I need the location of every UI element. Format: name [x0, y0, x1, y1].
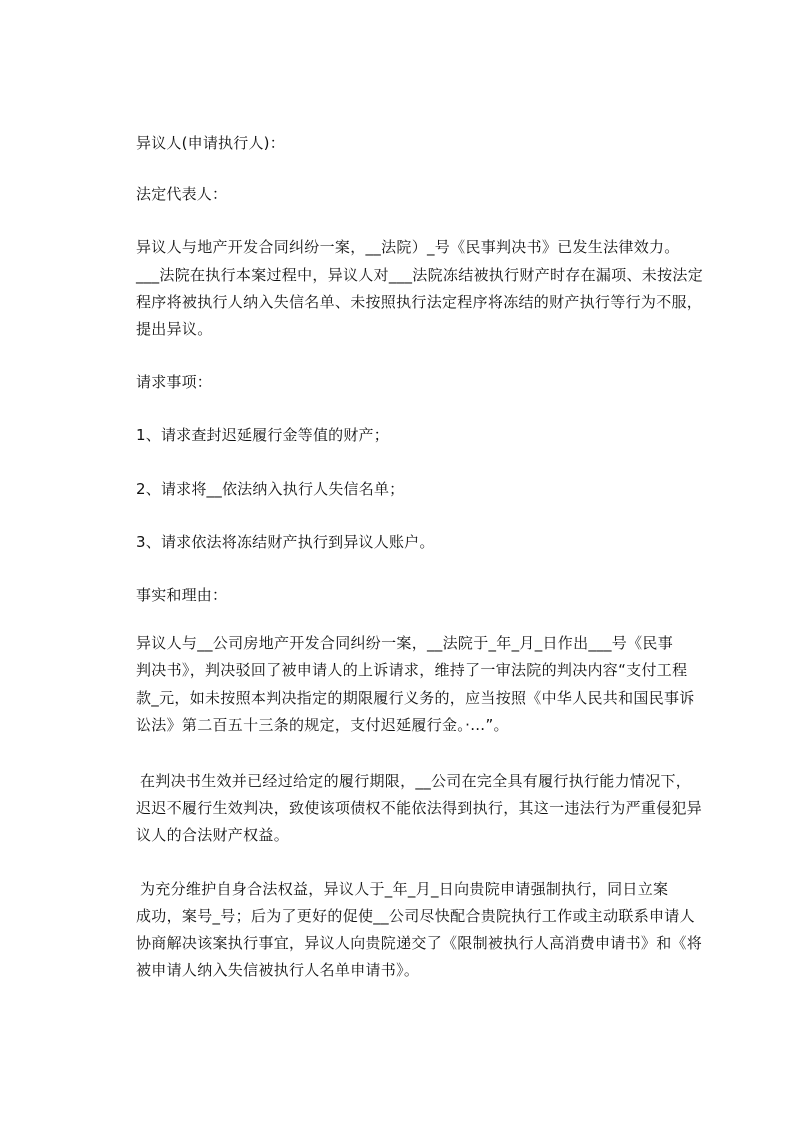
paragraph-line: 议人的合法财产权益。 [136, 826, 290, 844]
paragraph-line: ___法院在执行本案过程中，异议人对___法院冻结被执行财产时存在漏项、未按法定 [136, 266, 704, 284]
paragraph-line: 成功，案号_号；后为了更好的促使__公司尽快配合贵院执行工作或主动联系申请人 [136, 907, 695, 925]
request-item: 3、请求依法将冻结财产执行到异议人账户。 [136, 533, 435, 551]
paragraph-line: 程序将被执行人纳入失信名单、未按照执行法定程序将冻结的财产执行等行为不服， [136, 293, 703, 311]
request-item: 2、请求将__依法纳入执行人失信名单； [136, 480, 405, 498]
paragraph-line: 提出异议。 [136, 320, 213, 338]
request-item: 1、请求查封迟延履行金等值的财产； [136, 426, 389, 444]
requests-heading: 请求事项： [136, 373, 213, 391]
paragraph-line: 异议人与__公司房地产开发合同纠纷一案，__法院于_年_月_日作出___号《民事 [136, 634, 674, 652]
paragraph-line: 在判决书生效并已经过给定的履行期限，__公司在完全具有履行执行能力情况下， [140, 772, 692, 790]
paragraph-line: 判决书》，判决驳回了被申请人的上诉请求，维持了一审法院的判决内容“支付工程 [136, 661, 688, 679]
paragraph-line: 协商解决该案执行事宜，异议人向贵院递交了《限制被执行人高消费申请书》和《将 [136, 934, 703, 952]
paragraph-line: 讼法》第二百五十三条的规定，支付迟延履行金。·…”。 [136, 716, 509, 734]
legal-representative-label: 法定代表人： [136, 185, 228, 203]
paragraph-line: 款_元，如未按照本判决指定的期限履行义务的，应当按照《中华人民共和国民事诉 [136, 689, 695, 707]
objector-label: 异议人(申请执行人)： [136, 134, 285, 152]
paragraph-line: 异议人与地产开发合同纠纷一案，__法院）_号《民事判决书》已发生法律效力。 [136, 238, 680, 256]
paragraph-line: 被申请人纳入失信被执行人名单申请书》。 [136, 961, 420, 979]
paragraph-line: 为充分维护自身合法权益，异议人于_年_月_日向贵院申请强制执行，同日立案 [140, 880, 669, 898]
paragraph-line: 迟迟不履行生效判决，致使该项债权不能依法得到执行，其这一违法行为严重侵犯异 [136, 799, 703, 817]
facts-heading: 事实和理由： [136, 586, 228, 604]
